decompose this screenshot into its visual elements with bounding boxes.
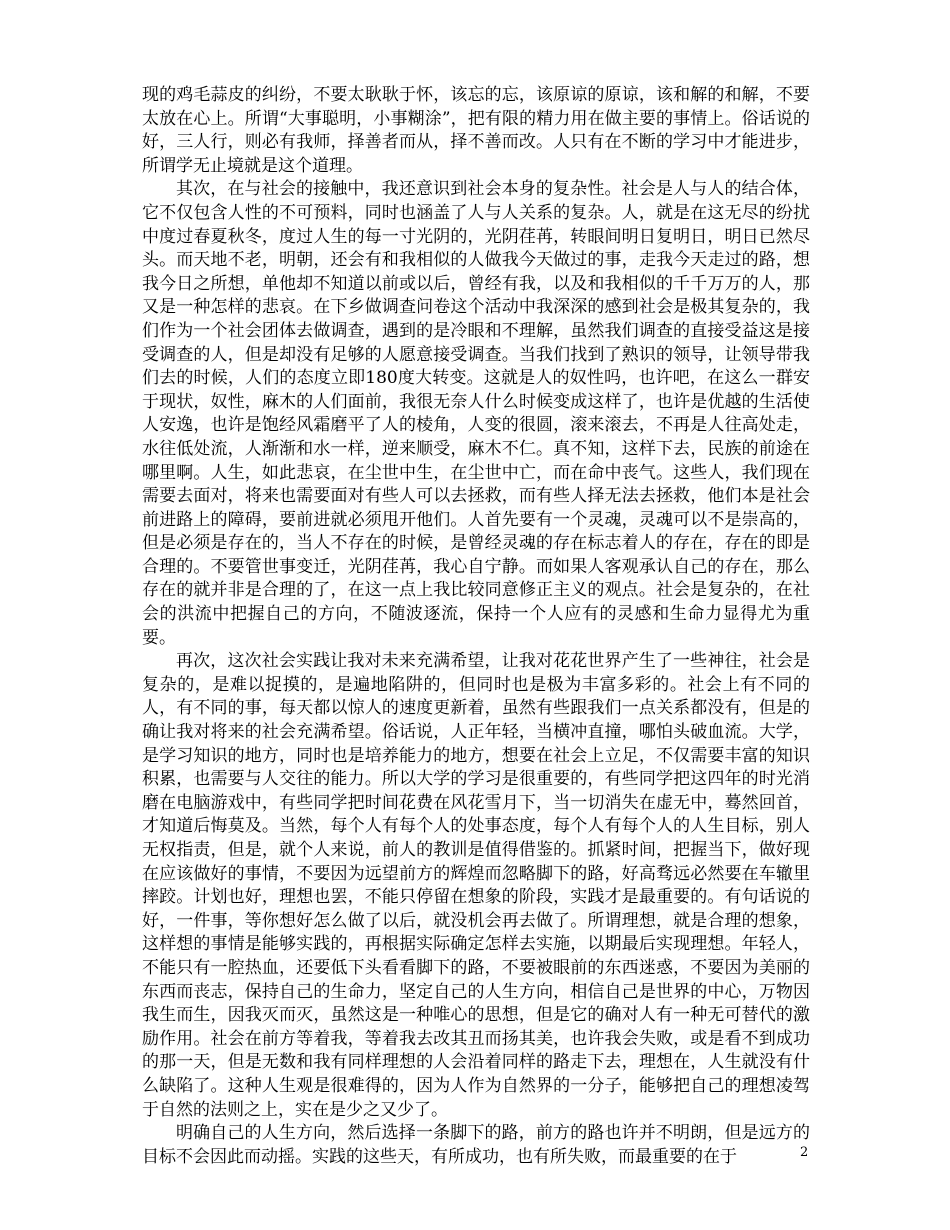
- paragraph-3: 再次，这次社会实践让我对未来充满希望，让我对花花世界产生了一些神往，社会是复杂的，是难以捉摸的，是遍地陷阱的，但同时也是极为丰富多彩的。社会上有不同的人，有不同的事，每天都以惊人的速度更新着，虽然有些跟我们一点关系都没有，但是的确让我对将来的社会充满希望。俗话说，人正年轻，当横冲直撞，哪怕头破血流。大学，是学习知识的地方，同时也是培养能力的地方，想要在社会上立足，不仅需要丰富的知识积累，也需要与人交往的能力。所以大学的学习是很重要的，有些同学把这四年的时光消磨在电脑游戏中，有些同学把时间花费在风花雪月下，当一切消失在虚无中，蓦然回首，才知道后悔莫及。当然，每个人有每个人的处事态度，每个人有每个人的人生目标，别人无权指责，但是，就个人来说，前人的教训是值得借鉴的。抓紧时间，把握当下，做好现在应该做好的事情，不要因为远望前方的辉煌而忽略脚下的路，好高骛远必然要在车辙里摔跤。计划也好，理想也罢，不能只停留在想象的阶段，实践才是最重要的。有句话说的好，一件事，等你想好怎么做了以后，就没机会再去做了。所谓理想，就是合理的想象，这样想的事情是能够实践的，再根据实际确定怎样去实施，以期最后实现理想。年轻人，不能只有一腔热血，还要低下头看看脚下的路，不要被眼前的东西迷惑，不要因为美丽的东西而丧志，保持自己的生命力，坚定自己的人生方向，相信自己是世界的中心，万物因我生而生，因我灭而灭，虽然这是一种唯心的思想，但是它的确对人有一种无可替代的激励作用。社会在前方等着我，等着我去改其丑而扬其美，也许我会失败，或是看不到成功的那一天，但是无数和我有同样理想的人会沿着同样的路走下去，理想在，人生就没有什么缺陷了。这种人生观是很难得的，因为人作为自然界的一分子，能够把自己的理想凌驾于自然的法则之上，实在是少之又少了。: [142, 651, 810, 1120]
- paragraph-1: 现的鸡毛蒜皮的纠纷，不要太耿耿于怀，该忘的忘，该原谅的原谅，该和解的和解，不要太放在心上。所谓“大事聪明，小事糊涂”，把有限的精力用在做主要的事情上。俗话说的好，三人行，则必有我师，择善者而从，择不善而改。人只有在不断的学习中才能进步，所谓学无止境就是这个道理。: [142, 85, 810, 176]
- page-number: 2: [800, 1145, 809, 1160]
- paragraph-4: 明确自己的人生方向，然后选择一条脚下的路，前方的路也许并不明朗，但是远方的目标不会因此而动摇。实践的这些天，有所成功，也有所失败，而最重要的在于: [142, 1123, 810, 1167]
- paragraph-2: 其次，在与社会的接触中，我还意识到社会本身的复杂性。社会是人与人的结合体，它不仅包含人性的不可预料，同时也涵盖了人与人关系的复杂。人，就是在这无尽的纷扰中度过春夏秋冬，度过人生的每一寸光阴的，光阴荏苒，转眼间明日复明日，明日已然尽头。而天地不老，明朝，还会有和我相似的人做我今天做过的事，走我今天走过的路，想我今日之所想，单他却不知道以前或以后，曾经有我，以及和我相似的千千万万的人，那又是一种怎样的悲哀。在下乡做调查问卷这个活动中我深深的感到社会是极其复杂的，我们作为一个社会团体去做调查，遇到的是冷眼和不理解，虽然我们调查的直接受益这是接受调查的人，但是却没有足够的人愿意接受调查。当我们找到了熟识的领导，让领导带我们去的时候，人们的态度立即180度大转变。这就是人的奴性吗，也许吧，在这么一群安于现状，奴性，麻木的人们面前，我很无奈人什么时候变成这样了，也许是优越的生活使人安逸，也许是饱经风霜磨平了人的棱角，人变的很圆，滚来滚去，不再是人往高处走，水往低处流，人渐渐和水一样，逆来顺受，麻木不仁。真不知，这样下去，民族的前途在哪里啊。人生，如此悲哀，在尘世中生，在尘世中亡，而在命中丧气。这些人，我们现在需要去面对，将来也需要面对有些人可以去拯救，而有些人择无法去拯救，他们本是社会前进路上的障碍，要前进就必须甩开他们。人首先要有一个灵魂，灵魂可以不是崇高的，但是必须是存在的，当人不存在的时候，是曾经灵魂的存在标志着人的存在，存在的即是合理的。不要管世事变迁，光阴荏苒，我心自宁静。而如果人客观承认自己的存在，那么存在的就并非是合理的了，在这一点上我比较同意修正主义的观点。社会是复杂的，在社会的洪流中把握自己的方向，不随波逐流，保持一个人应有的灵感和生命力显得尤为重要。: [142, 179, 810, 648]
- document-body: [142, 84, 810, 1169]
